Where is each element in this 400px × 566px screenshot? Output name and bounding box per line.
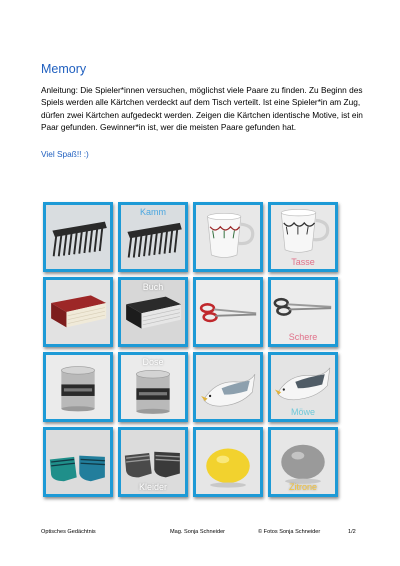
comb-photo — [46, 205, 110, 269]
memory-card-gull-2[interactable] — [268, 352, 338, 422]
card-label: Kleider — [138, 482, 167, 492]
socks-photo — [121, 430, 185, 494]
card-label: Buch — [142, 282, 164, 292]
memory-card-gull-1[interactable] — [193, 352, 263, 422]
memory-card-comb-2[interactable] — [118, 202, 188, 272]
lemon-photo — [271, 430, 335, 494]
book-photo — [121, 280, 185, 344]
memory-card-tin-1[interactable] — [43, 352, 113, 422]
footer-left: Optisches Gedächtnis — [41, 529, 96, 535]
tin-photo — [46, 355, 110, 419]
cup-photo — [271, 205, 335, 269]
book-photo — [46, 280, 110, 344]
memory-card-socks-1[interactable] — [43, 427, 113, 497]
gull-photo — [271, 355, 335, 419]
memory-card-comb-1[interactable] — [43, 202, 113, 272]
memory-card-book-2[interactable] — [118, 277, 188, 347]
fun-text: Viel Spaß!! :) — [41, 149, 89, 159]
gull-photo — [196, 355, 260, 419]
memory-card-tin-2[interactable] — [118, 352, 188, 422]
socks-photo — [46, 430, 110, 494]
page-title: Memory — [41, 62, 87, 76]
footer-author: Mag. Sonja Schneider — [170, 529, 226, 535]
memory-card-cup-2[interactable] — [268, 202, 338, 272]
card-label: Kamm — [139, 207, 166, 217]
memory-card-lemon-1[interactable] — [193, 427, 263, 497]
comb-photo — [121, 205, 185, 269]
card-label: Zitrone — [288, 482, 317, 492]
card-label: Schere — [288, 332, 318, 342]
memory-card-scissors-2[interactable] — [268, 277, 338, 347]
footer-photo-credit: © Fotos Sonja Schneider — [258, 529, 321, 535]
scissors-photo — [196, 280, 260, 344]
memory-card-book-1[interactable] — [43, 277, 113, 347]
instructions-text: Anleitung: Die Spieler*innen versuchen, möglichst viele Paare zu finden. Zu Beginn des Spiels werden alle Kärtchen verdeckt auf dem Tisch verteilt. Ist eine Spieler*in am Zug, dürfen zwei Kärtchen aufgedeckt werden. Zeigen die Kärtchen identische Motive, ist ein Paar gefunden. Gewinner*in ist, wer die meisten Paare gefunden hat. — [41, 85, 363, 133]
lemon-photo — [196, 430, 260, 494]
scissors-photo — [271, 280, 335, 344]
memory-card-scissors-1[interactable] — [193, 277, 263, 347]
memory-card-socks-2[interactable] — [118, 427, 188, 497]
card-label: Dose — [142, 357, 164, 367]
card-label: Möwe — [290, 407, 315, 417]
memory-card-cup-1[interactable] — [193, 202, 263, 272]
footer-page-number: 1/2 — [348, 529, 356, 535]
memory-card-grid — [43, 202, 338, 497]
cup-photo — [196, 205, 260, 269]
memory-card-lemon-2[interactable] — [268, 427, 338, 497]
tin-photo — [121, 355, 185, 419]
card-label: Tasse — [291, 257, 315, 267]
